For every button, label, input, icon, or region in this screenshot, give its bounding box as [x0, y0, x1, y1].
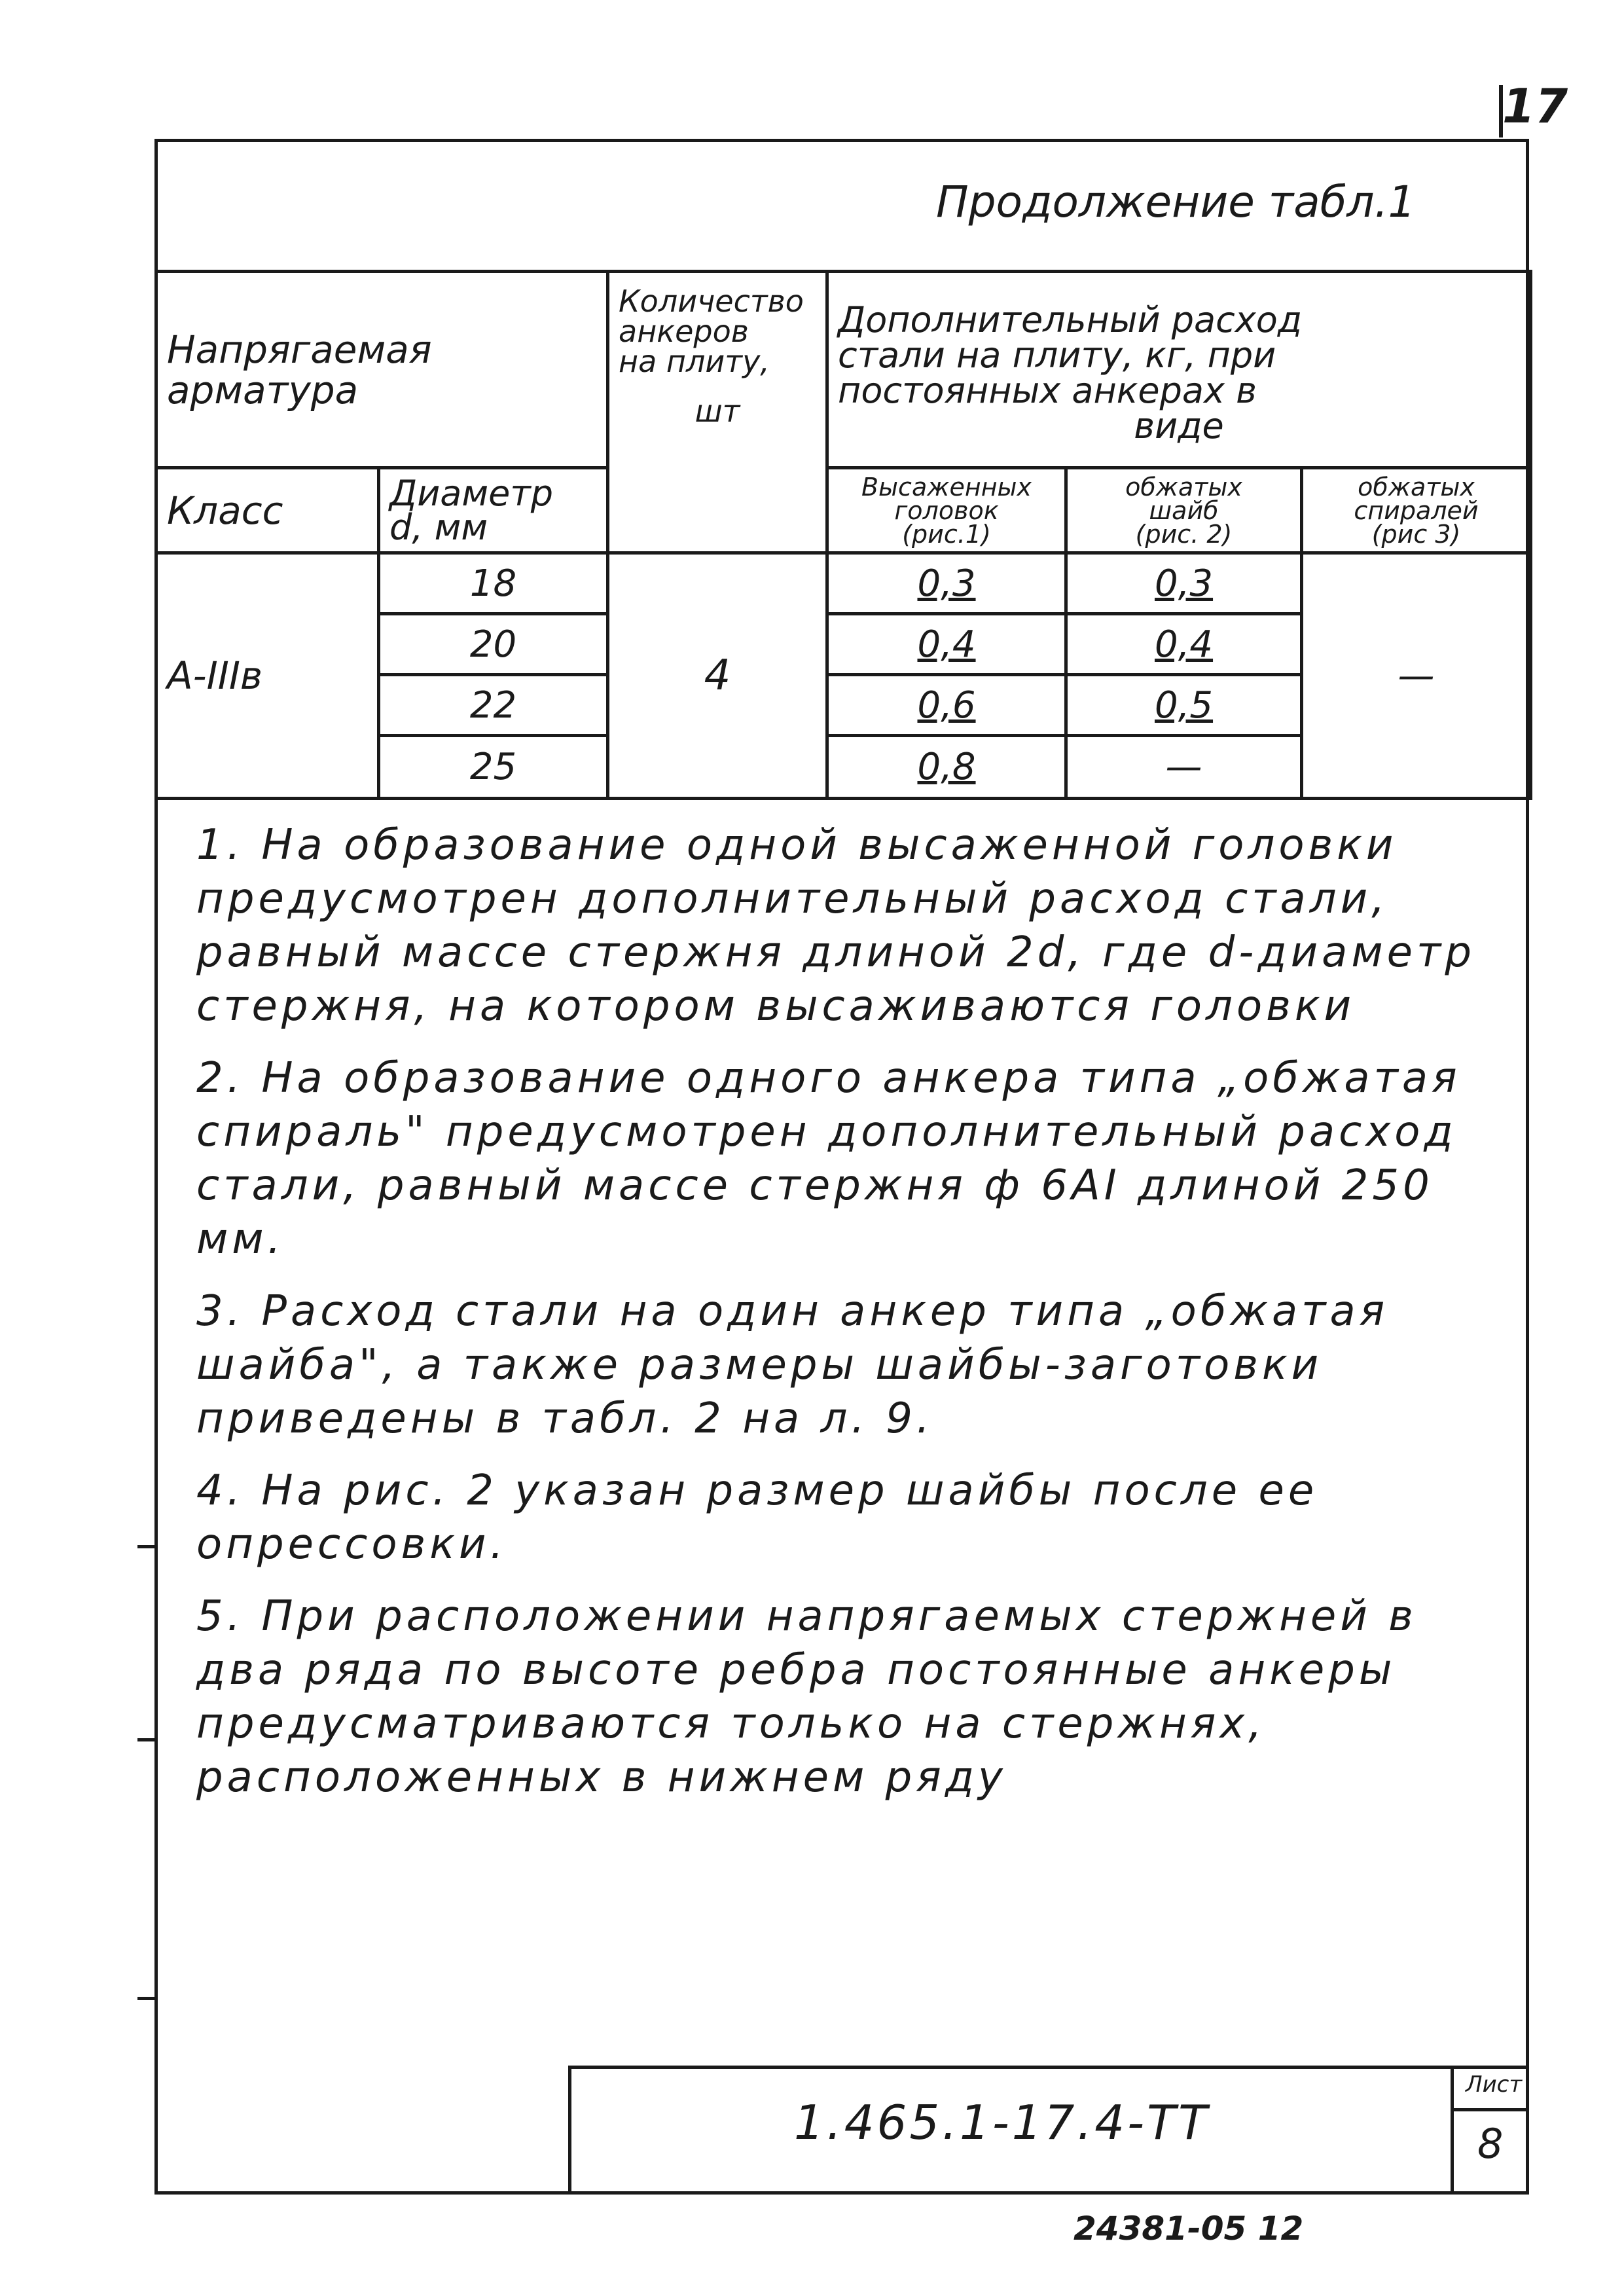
heads-cell: 0,8 [827, 736, 1066, 799]
note-5: 5. При расположении напрягаемых стержней в два ряда по высоте ребра постоянные анкеры предусматриваются только на стержнях, расположенных в нижнем ряду [196, 1592, 1417, 1802]
document-code: 1.465.1-17.4-ТТ [794, 2095, 1210, 2150]
table-row [156, 553, 1531, 614]
notes-section [196, 818, 1492, 1823]
anchor-count-value: 4 [608, 553, 827, 799]
heads-cell: 0,6 [827, 675, 1066, 736]
washers-cell: 0,5 [1066, 675, 1302, 736]
diameter-cell: 20 [379, 614, 608, 675]
washers-cell: 0,4 [1066, 614, 1302, 675]
header-reinforcement: Напрягаемая арматура [156, 272, 608, 468]
anchor-steel-table [154, 270, 1532, 800]
note-3: 3. Расход стали на один анкер типа „обжатая шайба", а также размеры шайбы-заготовки приведены в табл. 2 на л. 9. [196, 1287, 1389, 1443]
continuation-title: Продолжение табл.1 [936, 177, 1416, 227]
diameter-cell: 18 [379, 553, 608, 614]
sheet-label: Лист [1466, 2071, 1523, 2098]
sheet-number: 8 [1477, 2120, 1504, 2168]
header-class: Класс [156, 468, 379, 553]
washers-cell: 0,3 [1066, 553, 1302, 614]
header-diameter: Диаметр d, мм [379, 468, 608, 553]
margin-tick [137, 1545, 157, 1548]
note-1: 1. На образование одной высаженной головки предусмотрен дополнительный расход стали, равный массе стержня длиной 2d, где d-диаметр стержня, на котором высаживаются головки [196, 821, 1475, 1030]
margin-tick [137, 1738, 157, 1741]
page-number: 17 [1502, 79, 1568, 134]
diameter-cell: 25 [379, 736, 608, 799]
heads-cell: 0,4 [827, 614, 1066, 675]
note-4: 4. На рис. 2 указан размер шайбы после ее опрессовки. [196, 1467, 1318, 1569]
header-crimped-washers: обжатых шайб (рис. 2) [1066, 468, 1302, 553]
margin-tick [137, 1997, 157, 2000]
class-value: А-IIIв [156, 553, 379, 799]
header-anchor-count: Количество анкеров на плиту, шт [608, 272, 827, 553]
spirals-value: — [1302, 553, 1531, 799]
archive-number: 24381-05 12 [1074, 2210, 1304, 2248]
washers-cell: — [1066, 736, 1302, 799]
title-block [568, 2066, 1529, 2195]
heads-cell: 0,3 [827, 553, 1066, 614]
diameter-cell: 22 [379, 675, 608, 736]
header-upset-heads: Высаженных головок (рис.1) [827, 468, 1066, 553]
sheet-cell [1451, 2069, 1529, 2195]
header-crimped-spirals: обжатых спиралей (рис 3) [1302, 468, 1531, 553]
header-extra-steel: Дополнительный расход стали на плиту, кг, при постоянных анкерах в виде [827, 272, 1531, 468]
note-2: 2. На образование одного анкера типа „обжатая спираль" предусмотрен дополнительный расход стали, равный массе стержня ф 6АI длиной 250 мм. [196, 1054, 1461, 1264]
sheet-cell-divider [1454, 2108, 1529, 2111]
